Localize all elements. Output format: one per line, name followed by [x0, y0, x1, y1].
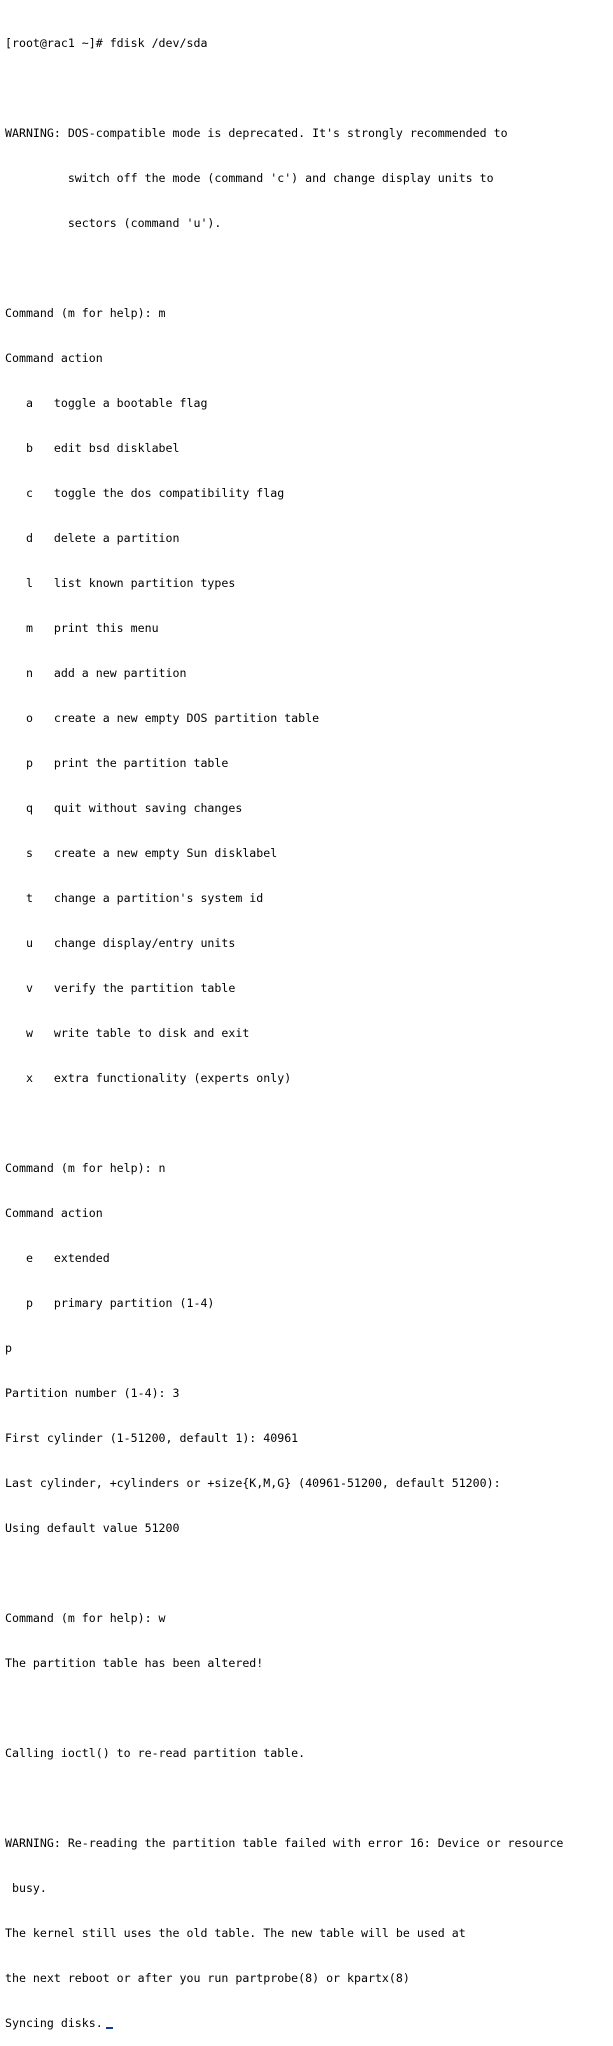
terminal-line: Last cylinder, +cylinders or +size{K,M,G} (40961-51200, default 51200):: [5, 1476, 501, 1490]
text-cursor: [106, 2027, 113, 2029]
terminal-line: [5, 1791, 613, 1806]
terminal-line: a toggle a bootable flag: [5, 396, 208, 410]
terminal-line: Command (m for help): w: [5, 1611, 166, 1625]
terminal-line: busy.: [5, 1881, 47, 1895]
terminal-line: [5, 261, 613, 276]
terminal-line: e extended: [5, 1251, 110, 1265]
terminal-line: l list known partition types: [5, 576, 236, 590]
terminal-line: [5, 81, 613, 96]
terminal-line: switch off the mode (command 'c') and change display units to: [5, 171, 494, 185]
terminal-line: Command (m for help): m: [5, 306, 166, 320]
terminal-line: The kernel still uses the old table. The new table will be used at: [5, 1926, 466, 1940]
terminal-prompt-line[interactable]: [5, 2016, 613, 2031]
terminal-line: sectors (command 'u').: [5, 216, 222, 230]
terminal-line: w write table to disk and exit: [5, 1026, 250, 1040]
terminal-line: the next reboot or after you run partprobe(8) or kpartx(8): [5, 1971, 410, 1985]
terminal-line: p print the partition table: [5, 756, 229, 770]
terminal-line: Using default value 51200: [5, 1521, 180, 1535]
terminal-line: Calling ioctl() to re-read partition table.: [5, 1746, 306, 1760]
terminal-line: m print this menu: [5, 621, 159, 635]
terminal-line: x extra functionality (experts only): [5, 1071, 292, 1085]
terminal-line: Command action: [5, 351, 103, 365]
terminal-line: Partition number (1-4): 3: [5, 1386, 180, 1400]
terminal-line: [5, 1566, 613, 1581]
terminal-line: First cylinder (1-51200, default 1): 40961: [5, 1431, 299, 1445]
terminal-line: p: [5, 1341, 12, 1355]
terminal-line: [5, 1701, 613, 1716]
terminal-line-text: Syncing disks.: [5, 2016, 103, 2030]
terminal-line: WARNING: Re-reading the partition table failed with error 16: Device or resource: [5, 1836, 564, 1850]
terminal-line: q quit without saving changes: [5, 801, 243, 815]
terminal-line: u change display/entry units: [5, 936, 236, 950]
terminal-line: o create a new empty DOS partition table: [5, 711, 320, 725]
terminal-line: c toggle the dos compatibility flag: [5, 486, 285, 500]
terminal-line: [root@rac1 ~]# fdisk /dev/sda: [5, 36, 208, 50]
terminal-line: s create a new empty Sun disklabel: [5, 846, 278, 860]
terminal-line: v verify the partition table: [5, 981, 236, 995]
terminal-line: WARNING: DOS-compatible mode is deprecated. It's strongly recommended to: [5, 126, 508, 140]
terminal-line: Command action: [5, 1206, 103, 1220]
terminal-line: [5, 1116, 613, 1131]
terminal-line: d delete a partition: [5, 531, 180, 545]
terminal-line: n add a new partition: [5, 666, 187, 680]
terminal-line: t change a partition's system id: [5, 891, 264, 905]
terminal-line: The partition table has been altered!: [5, 1656, 264, 1670]
terminal-line: p primary partition (1-4): [5, 1296, 215, 1310]
terminal-line: b edit bsd disklabel: [5, 441, 180, 455]
terminal-line: Command (m for help): n: [5, 1161, 166, 1175]
